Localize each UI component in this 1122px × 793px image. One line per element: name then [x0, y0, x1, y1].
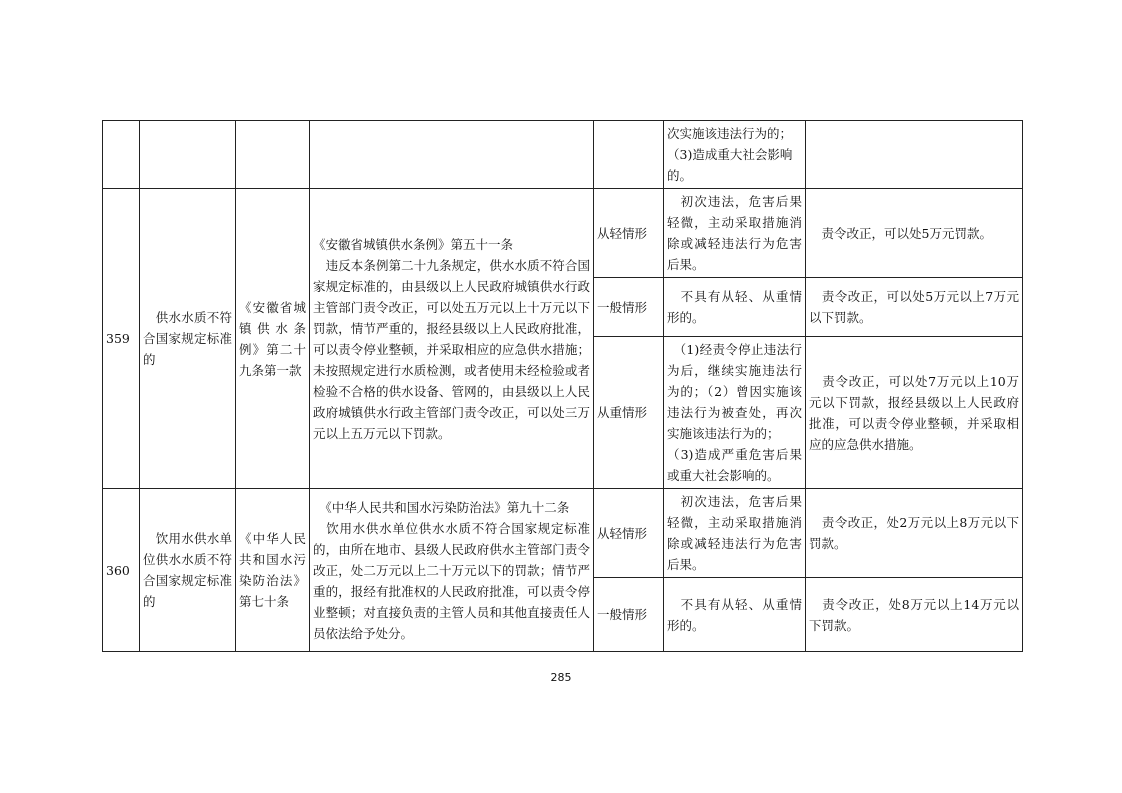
level-cell: 一般情形: [594, 278, 664, 337]
standard-cell: 责令改正，可以处5万元罚款。: [806, 189, 1023, 278]
cell-empty: [236, 121, 310, 189]
continuation-row: [103, 121, 1023, 189]
cell-empty: [103, 121, 140, 189]
standard-cell: 责令改正，处2万元以上8万元以下罚款。: [806, 489, 1023, 578]
table-row: [103, 489, 1023, 578]
table-row: [103, 189, 1023, 278]
penalty-provision-cell: 《中华人民共和国水污染防治法》第九十二条 饮用水供水单位供水水质不符合国家规定标准的，由所在地市、县级人民政府供水主管部门责令改正，处二万元以上二十万元以下的罚款；情节严重的，报经有批准权的人民政府批准，可以责令停业整顿；对直接负责的主管人员和其他直接责任人员依法给予处分。: [310, 489, 594, 652]
penalty-provision-cell: 《安徽省城镇供水条例》第五十一条 违反本条例第二十九条规定，供水水质不符合国家规定标准的，由县级以上人民政府城镇供水行政主管部门责令改正，可以处五万元以上十万元以下罚款，情节严重的，报经县级以上人民政府批准，可以责令停业整顿，并采取相应的应急供水措施；未按照规定进行水质检测，或者使用未经检验或者检验不合格的供水设备、管网的，由县级以上人民政府城镇供水行政主管部门责令改正，可以处三万元以上五万元以下罚款。: [310, 189, 594, 489]
level-cell: 一般情形: [594, 578, 664, 652]
page-number: 285: [550, 671, 572, 684]
standard-cell: 责令改正，可以处5万元以上7万元以下罚款。: [806, 278, 1023, 337]
cell-empty: [140, 121, 236, 189]
basis-cell: 《中华人民共和国水污染防治法》第七十条: [236, 489, 310, 652]
level-detail-cell: 初次违法，危害后果轻微，主动采取措施消除或减轻违法行为危害后果。: [664, 489, 806, 578]
violation-cell: 供水水质不符合国家规定标准的: [140, 189, 236, 489]
cell-empty: [806, 121, 1023, 189]
level-cell: 从轻情形: [594, 489, 664, 578]
violation-cell: 饮用水供水单位供水水质不符合国家规定标准的: [140, 489, 236, 652]
level-detail-cell: （1)经责令停止违法行为后，继续实施违法行为的；（2）曾因实施该违法行为被查处，再次实施该违法行为的； （3)造成严重危害后果或重大社会影响的。: [664, 337, 806, 489]
standard-cell: 责令改正，处8万元以上14万元以下罚款。: [806, 578, 1023, 652]
basis-cell: 《安徽省城镇供水条例》第二十九条第一款: [236, 189, 310, 489]
cell-empty: [310, 121, 594, 189]
level-detail-cell: 不具有从轻、从重情形的。: [664, 578, 806, 652]
level-cell: 从重情形: [594, 337, 664, 489]
level-detail-cell: 初次违法，危害后果轻微，主动采取措施消除或减轻违法行为危害后果。: [664, 189, 806, 278]
cell-empty: [594, 121, 664, 189]
standard-cell: 责令改正，可以处7万元以上10万元以下罚款，报经县级以上人民政府批准，可以责令停业整顿，并采取相应的应急供水措施。: [806, 337, 1023, 489]
level-cell: 从轻情形: [594, 189, 664, 278]
row-number: 359: [103, 189, 140, 489]
penalty-table: [102, 120, 1023, 652]
continuation-detail: 次实施该违法行为的； （3)造成重大社会影响 的。: [664, 121, 806, 189]
level-detail-cell: 不具有从轻、从重情形的。: [664, 278, 806, 337]
row-number: 360: [103, 489, 140, 652]
